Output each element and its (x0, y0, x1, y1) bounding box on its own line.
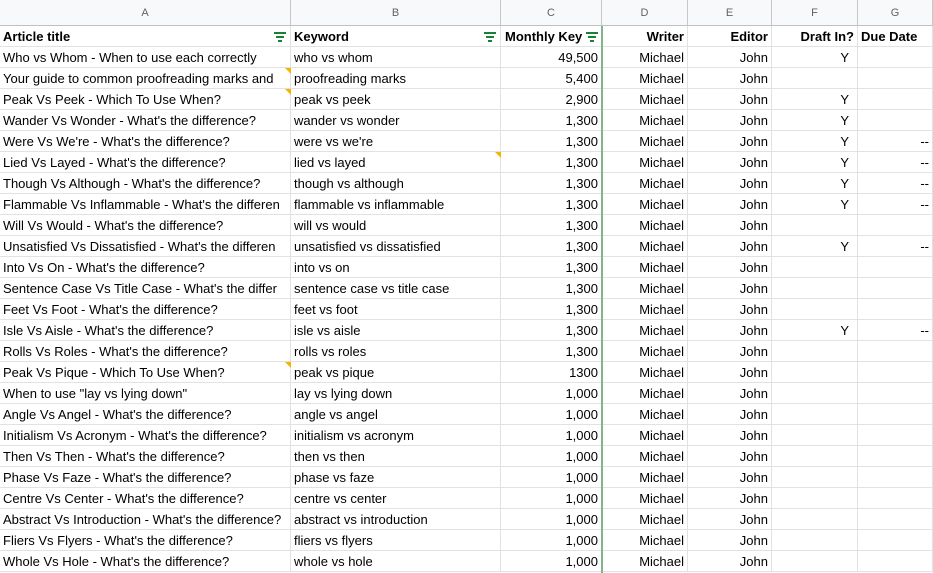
header-cell-keyword[interactable] (291, 26, 501, 47)
cell-writer[interactable]: Michael (602, 131, 688, 152)
cell-volume[interactable]: 1,000 (501, 551, 602, 572)
cell-volume[interactable]: 5,400 (501, 68, 602, 89)
table-row (0, 404, 933, 425)
cell-keyword[interactable]: feet vs foot (291, 299, 501, 320)
column-header-f[interactable]: F (772, 0, 858, 26)
cell-volume[interactable]: 1,000 (501, 488, 602, 509)
cell-editor[interactable]: John (688, 215, 772, 236)
cell-writer[interactable]: Michael (602, 320, 688, 341)
table-row (0, 551, 933, 572)
column-header-g[interactable]: G (858, 0, 933, 26)
cell-writer[interactable]: Michael (602, 278, 688, 299)
cell-writer[interactable]: Michael (602, 215, 688, 236)
table-row (0, 299, 933, 320)
cell-volume[interactable]: 1,300 (501, 278, 602, 299)
cell-editor[interactable]: John (688, 362, 772, 383)
cell-draft[interactable] (772, 341, 858, 362)
table-row (0, 215, 933, 236)
cell-editor[interactable]: John (688, 425, 772, 446)
cell-volume[interactable]: 1300 (501, 362, 602, 383)
cell-volume[interactable]: 1,300 (501, 152, 602, 173)
cell-writer[interactable]: Michael (602, 236, 688, 257)
column-header-b[interactable]: B (291, 0, 501, 26)
table-row (0, 47, 933, 68)
cell-volume[interactable]: 1,000 (501, 530, 602, 551)
cell-title[interactable]: Lied Vs Layed - What's the difference? (0, 152, 291, 173)
cell-draft[interactable]: Y (772, 110, 858, 131)
table-row (0, 446, 933, 467)
cell-due[interactable] (858, 488, 933, 509)
cell-keyword[interactable]: rolls vs roles (291, 341, 501, 362)
cell-writer[interactable]: Michael (602, 194, 688, 215)
cell-volume[interactable]: 1,300 (501, 215, 602, 236)
cell-volume[interactable]: 1,300 (501, 299, 602, 320)
cell-keyword[interactable]: lay vs lying down (291, 383, 501, 404)
filter-icon[interactable] (274, 31, 286, 42)
cell-keyword[interactable]: sentence case vs title case (291, 278, 501, 299)
header-cell-writer[interactable] (602, 26, 688, 47)
cell-keyword[interactable]: will vs would (291, 215, 501, 236)
cell-editor[interactable]: John (688, 404, 772, 425)
cell-draft[interactable]: Y (772, 236, 858, 257)
cell-due[interactable] (858, 68, 933, 89)
cell-editor[interactable]: John (688, 467, 772, 488)
cell-editor[interactable]: John (688, 68, 772, 89)
column-header-e[interactable]: E (688, 0, 772, 26)
cell-keyword[interactable]: whole vs hole (291, 551, 501, 572)
cell-due[interactable] (858, 404, 933, 425)
cell-due[interactable] (858, 257, 933, 278)
cell-title[interactable]: Unsatisfied Vs Dissatisfied - What's the differen (0, 236, 291, 257)
table-row (0, 467, 933, 488)
cell-due[interactable]: -- (858, 152, 933, 173)
table-row (0, 383, 933, 404)
cell-title[interactable]: Abstract Vs Introduction - What's the difference? (0, 509, 291, 530)
cell-title[interactable]: Who vs Whom - When to use each correctly (0, 47, 291, 68)
table-row (0, 278, 933, 299)
cell-title[interactable]: Centre Vs Center - What's the difference? (0, 488, 291, 509)
cell-writer[interactable]: Michael (602, 551, 688, 572)
cell-writer[interactable]: Michael (602, 110, 688, 131)
cell-editor[interactable]: John (688, 509, 772, 530)
table-row (0, 173, 933, 194)
cell-title[interactable]: Will Vs Would - What's the difference? (0, 215, 291, 236)
cell-draft[interactable] (772, 530, 858, 551)
cell-keyword[interactable]: wander vs wonder (291, 110, 501, 131)
cell-writer[interactable]: Michael (602, 47, 688, 68)
filter-icon[interactable] (586, 31, 598, 42)
cell-keyword[interactable]: isle vs aisle (291, 320, 501, 341)
cell-volume[interactable]: 1,300 (501, 173, 602, 194)
cell-keyword[interactable]: lied vs layed (291, 152, 501, 173)
cell-editor[interactable]: John (688, 194, 772, 215)
cell-draft[interactable] (772, 278, 858, 299)
comment-marker[interactable] (285, 89, 291, 95)
cell-keyword[interactable]: into vs on (291, 257, 501, 278)
cell-keyword[interactable]: flammable vs inflammable (291, 194, 501, 215)
cell-title[interactable]: Rolls Vs Roles - What's the difference? (0, 341, 291, 362)
cell-draft[interactable]: Y (772, 194, 858, 215)
cell-draft[interactable]: Y (772, 320, 858, 341)
header-label: Writer (646, 29, 684, 44)
cell-keyword[interactable]: fliers vs flyers (291, 530, 501, 551)
cell-due[interactable]: -- (858, 194, 933, 215)
cell-draft[interactable] (772, 467, 858, 488)
table-row (0, 509, 933, 530)
comment-marker[interactable] (495, 152, 501, 158)
cell-title[interactable]: Into Vs On - What's the difference? (0, 257, 291, 278)
cell-writer[interactable]: Michael (602, 383, 688, 404)
table-row (0, 131, 933, 152)
cell-draft[interactable] (772, 509, 858, 530)
cell-writer[interactable]: Michael (602, 173, 688, 194)
cell-writer[interactable]: Michael (602, 341, 688, 362)
cell-editor[interactable]: John (688, 257, 772, 278)
cell-keyword[interactable]: were vs we're (291, 131, 501, 152)
cell-draft[interactable] (772, 488, 858, 509)
cell-keyword[interactable]: angle vs angel (291, 404, 501, 425)
cell-draft[interactable] (772, 404, 858, 425)
cell-title[interactable]: Though Vs Although - What's the difference? (0, 173, 291, 194)
cell-keyword[interactable]: phase vs faze (291, 467, 501, 488)
table-row (0, 110, 933, 131)
cell-title[interactable]: Your guide to common proofreading marks and (0, 68, 291, 89)
cell-volume[interactable]: 2,900 (501, 89, 602, 110)
cell-draft[interactable] (772, 257, 858, 278)
cell-editor[interactable]: John (688, 320, 772, 341)
cell-draft[interactable] (772, 362, 858, 383)
cell-keyword[interactable]: peak vs peek (291, 89, 501, 110)
table-row (0, 152, 933, 173)
cell-title[interactable]: Then Vs Then - What's the difference? (0, 446, 291, 467)
cell-editor[interactable]: John (688, 341, 772, 362)
cell-volume[interactable]: 1,000 (501, 425, 602, 446)
cell-due[interactable] (858, 215, 933, 236)
cell-draft[interactable] (772, 299, 858, 320)
column-header-a[interactable]: A (0, 0, 291, 26)
table-row (0, 341, 933, 362)
cell-title[interactable]: Wander Vs Wonder - What's the difference? (0, 110, 291, 131)
cell-draft[interactable]: Y (772, 131, 858, 152)
table-row (0, 530, 933, 551)
cell-due[interactable] (858, 530, 933, 551)
cell-due[interactable] (858, 299, 933, 320)
cell-editor[interactable]: John (688, 47, 772, 68)
filter-icon[interactable] (484, 31, 496, 42)
cell-writer[interactable]: Michael (602, 299, 688, 320)
cell-writer[interactable]: Michael (602, 152, 688, 173)
header-label: Keyword (294, 29, 349, 44)
cell-volume[interactable]: 1,300 (501, 320, 602, 341)
cell-writer[interactable]: Michael (602, 404, 688, 425)
cell-keyword[interactable]: then vs then (291, 446, 501, 467)
cell-editor[interactable]: John (688, 446, 772, 467)
cell-due[interactable] (858, 89, 933, 110)
cell-title[interactable]: Peak Vs Pique - Which To Use When? (0, 362, 291, 383)
cell-editor[interactable]: John (688, 488, 772, 509)
cell-draft[interactable]: Y (772, 152, 858, 173)
cell-title[interactable]: When to use "lay vs lying down" (0, 383, 291, 404)
cell-keyword[interactable]: initialism vs acronym (291, 425, 501, 446)
cell-draft[interactable] (772, 425, 858, 446)
cell-writer[interactable]: Michael (602, 467, 688, 488)
table-row (0, 257, 933, 278)
cell-draft[interactable]: Y (772, 47, 858, 68)
cell-due[interactable]: -- (858, 320, 933, 341)
table-row (0, 68, 933, 89)
cell-due[interactable] (858, 425, 933, 446)
header-label: Draft In? (800, 29, 854, 44)
cell-due[interactable] (858, 341, 933, 362)
cell-writer[interactable]: Michael (602, 530, 688, 551)
header-row (0, 26, 933, 47)
cell-writer[interactable]: Michael (602, 425, 688, 446)
cell-due[interactable] (858, 47, 933, 68)
cell-volume[interactable]: 1,300 (501, 110, 602, 131)
cell-volume[interactable]: 1,300 (501, 257, 602, 278)
cell-title[interactable]: Isle Vs Aisle - What's the difference? (0, 320, 291, 341)
cell-editor[interactable]: John (688, 299, 772, 320)
cell-writer[interactable]: Michael (602, 488, 688, 509)
cell-volume[interactable]: 1,300 (501, 236, 602, 257)
cell-title[interactable]: Sentence Case Vs Title Case - What's the differ (0, 278, 291, 299)
cell-volume[interactable]: 1,000 (501, 509, 602, 530)
table-row (0, 236, 933, 257)
cell-title[interactable]: Angle Vs Angel - What's the difference? (0, 404, 291, 425)
cell-draft[interactable]: Y (772, 89, 858, 110)
cell-draft[interactable] (772, 68, 858, 89)
table-row (0, 320, 933, 341)
comment-marker[interactable] (285, 68, 291, 74)
header-label: Article title (3, 29, 71, 44)
cell-due[interactable] (858, 383, 933, 404)
header-cell-article-title[interactable] (0, 26, 291, 47)
cell-editor[interactable]: John (688, 236, 772, 257)
cell-editor[interactable]: John (688, 383, 772, 404)
column-header-d[interactable]: D (602, 0, 688, 26)
cell-writer[interactable]: Michael (602, 68, 688, 89)
cell-keyword[interactable]: who vs whom (291, 47, 501, 68)
cell-draft[interactable] (772, 551, 858, 572)
cell-editor[interactable]: John (688, 278, 772, 299)
cell-writer[interactable]: Michael (602, 257, 688, 278)
cell-due[interactable] (858, 446, 933, 467)
cell-title[interactable]: Were Vs We're - What's the difference? (0, 131, 291, 152)
cell-volume[interactable]: 1,000 (501, 404, 602, 425)
cell-title[interactable]: Phase Vs Faze - What's the difference? (0, 467, 291, 488)
header-label: Due Date (861, 29, 918, 44)
cell-title[interactable]: Whole Vs Hole - What's the difference? (0, 551, 291, 572)
table-row (0, 194, 933, 215)
cell-editor[interactable]: John (688, 173, 772, 194)
cell-title[interactable]: Feet Vs Foot - What's the difference? (0, 299, 291, 320)
cell-keyword[interactable]: proofreading marks (291, 68, 501, 89)
cell-due[interactable] (858, 362, 933, 383)
table-row (0, 425, 933, 446)
cell-editor[interactable]: John (688, 89, 772, 110)
cell-draft[interactable] (772, 383, 858, 404)
cell-writer[interactable]: Michael (602, 446, 688, 467)
frozen-column-divider[interactable] (601, 26, 603, 573)
cell-volume[interactable]: 1,300 (501, 194, 602, 215)
cell-keyword[interactable]: centre vs center (291, 488, 501, 509)
cell-editor[interactable]: John (688, 152, 772, 173)
cell-keyword[interactable]: though vs although (291, 173, 501, 194)
cell-due[interactable]: -- (858, 173, 933, 194)
cell-volume[interactable]: 1,300 (501, 131, 602, 152)
cell-keyword[interactable]: abstract vs introduction (291, 509, 501, 530)
comment-marker[interactable] (285, 362, 291, 368)
cell-editor[interactable]: John (688, 551, 772, 572)
cell-writer[interactable]: Michael (602, 89, 688, 110)
cell-writer[interactable]: Michael (602, 509, 688, 530)
cell-volume[interactable]: 1,000 (501, 383, 602, 404)
header-cell-editor[interactable] (688, 26, 772, 47)
cell-title[interactable]: Initialism Vs Acronym - What's the difference? (0, 425, 291, 446)
cell-due[interactable]: -- (858, 236, 933, 257)
cell-volume[interactable]: 1,000 (501, 446, 602, 467)
cell-editor[interactable]: John (688, 131, 772, 152)
header-label: Monthly Key (505, 29, 583, 44)
cell-title[interactable]: Flammable Vs Inflammable - What's the differen (0, 194, 291, 215)
cell-volume[interactable]: 1,300 (501, 341, 602, 362)
table-row (0, 89, 933, 110)
cell-draft[interactable]: Y (772, 173, 858, 194)
header-cell-due-date[interactable] (858, 26, 933, 47)
column-header-bar (0, 0, 933, 26)
cell-volume[interactable]: 1,000 (501, 467, 602, 488)
cell-draft[interactable] (772, 446, 858, 467)
cell-title[interactable]: Fliers Vs Flyers - What's the difference? (0, 530, 291, 551)
cell-keyword[interactable]: peak vs pique (291, 362, 501, 383)
header-label: Editor (730, 29, 768, 44)
cell-due[interactable] (858, 278, 933, 299)
header-cell-draft-in[interactable] (772, 26, 858, 47)
cell-due[interactable] (858, 110, 933, 131)
cell-editor[interactable]: John (688, 110, 772, 131)
cell-due[interactable] (858, 509, 933, 530)
cell-title[interactable]: Peak Vs Peek - Which To Use When? (0, 89, 291, 110)
cell-draft[interactable] (772, 215, 858, 236)
cell-due[interactable] (858, 467, 933, 488)
cell-writer[interactable]: Michael (602, 362, 688, 383)
cell-due[interactable] (858, 551, 933, 572)
cell-editor[interactable]: John (688, 530, 772, 551)
table-row (0, 488, 933, 509)
cell-keyword[interactable]: unsatisfied vs dissatisfied (291, 236, 501, 257)
table-row (0, 362, 933, 383)
cell-due[interactable]: -- (858, 131, 933, 152)
cell-volume[interactable]: 49,500 (501, 47, 602, 68)
column-header-c[interactable]: C (501, 0, 602, 26)
